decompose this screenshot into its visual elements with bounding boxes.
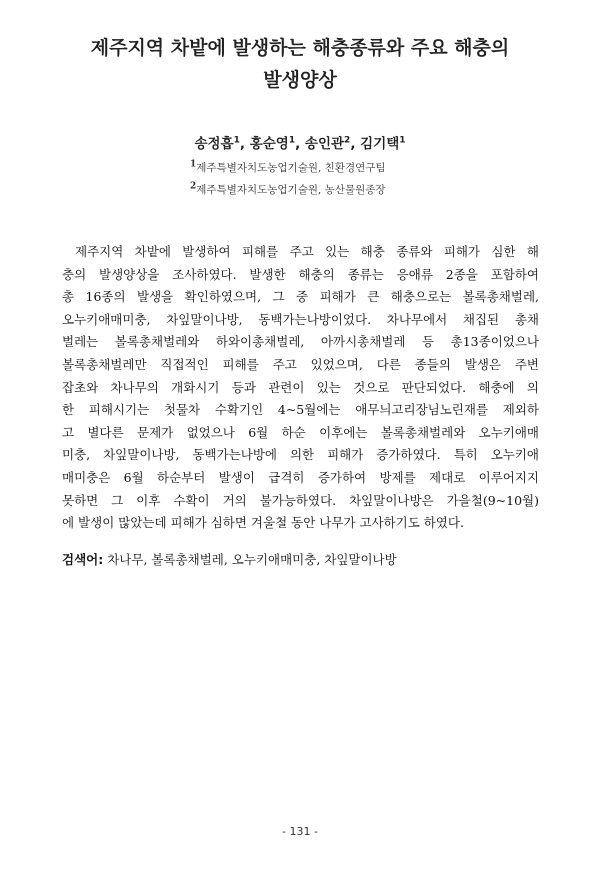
abstract-line: 고 별다른 문제가 없었으나 6월 하순 이후에는 볼록총채벌레와 오누키애매 bbox=[62, 424, 539, 440]
title-line-2: 발생양상 bbox=[263, 69, 337, 91]
author-name: 송정흡 bbox=[194, 136, 234, 152]
abstract-line: 미충, 차잎말이나방, 동백가는나방에 의한 피해가 증가하였다. 특히 오누키애 bbox=[62, 447, 539, 463]
affiliation-text: 제주특별자치도농업기술원, 농산물원종장 bbox=[196, 184, 386, 196]
abstract-line: 매미충은 6월 하순부터 발생이 급격히 증가하여 방제를 제대로 이루어지지 bbox=[62, 469, 539, 485]
author-affiliation-mark: 1 bbox=[399, 135, 406, 146]
abstract-line: 볼록총채벌레만 직접적인 피해를 주고 있었으며, 다른 종들의 발생은 주변 bbox=[62, 356, 539, 372]
author-name: 홍순영 bbox=[249, 136, 289, 152]
affiliation-2 bbox=[190, 182, 386, 197]
author-list: 송정흡$^1$, 홍순영$^1$, 송인관$^2$, 김기택$^1$ bbox=[194, 135, 406, 152]
affiliation-mark: 2 bbox=[190, 181, 197, 192]
title-line-1: 제주지역 차밭에 발생하는 해충종류와 주요 해충의 bbox=[90, 37, 510, 59]
abstract-line: 오누키애매미충, 차잎말이나방, 동백가는나방이었다. 차나무에서 채집된 총채 bbox=[62, 311, 539, 327]
affiliation-1 bbox=[190, 160, 386, 175]
page-number: - 131 - bbox=[282, 825, 318, 838]
author-name: 김기택 bbox=[360, 136, 400, 152]
abstract-line: 충의 발생양상을 조사하였다. 발생한 해충의 종류는 응애류 2종을 포함하여 bbox=[62, 266, 539, 282]
abstract-line: 잡초와 차나무의 개화시기 등과 관련이 있는 것으로 판단되었다. 해충에 의 bbox=[62, 379, 539, 395]
abstract bbox=[62, 241, 539, 535]
affiliation-text: 제주특별자치도농업기술원, 친환경연구팀 bbox=[196, 162, 386, 174]
keywords-text: 차나무, 볼록총채벌레, 오누키애매미충, 차잎말이나방 bbox=[107, 552, 397, 567]
abstract-line: 못하면 그 이후 수확이 거의 불가능하였다. 차잎말이나방은 가을철(9~10월) bbox=[62, 492, 539, 508]
affiliation-mark: 1 bbox=[190, 159, 197, 170]
author-affiliation-mark: 1 bbox=[288, 135, 296, 146]
abstract-line: 총 16종의 발생을 확인하였으며, 그 중 피해가 큰 해충으로는 볼록총채벌레, bbox=[62, 289, 539, 305]
author-affiliation-mark: 1 bbox=[233, 135, 240, 146]
abstract-line: 벌레는 볼록총채벌레와 하와이총채벌레, 아까시총채벌레 등 총13종이었으나 bbox=[62, 334, 539, 350]
paper-title bbox=[0, 32, 600, 96]
author-name: 송인관 bbox=[304, 136, 345, 152]
abstract-line: 한 피해시기는 첫물차 수확기인 4~5월에는 애무늬고리장님노린재를 제외하 bbox=[62, 402, 539, 418]
keywords-label: 검색어: bbox=[62, 552, 104, 567]
author-affiliation-mark: 2 bbox=[344, 135, 351, 146]
abstract-line: 제주지역 차밭에 발생하여 피해를 주고 있는 해충 종류와 피해가 심한 해 bbox=[75, 244, 539, 259]
abstract-line: 에 발생이 많았는데 피해가 심하면 겨울철 동안 나무가 고사하기도 하였다. bbox=[62, 515, 464, 531]
keywords bbox=[62, 550, 397, 568]
